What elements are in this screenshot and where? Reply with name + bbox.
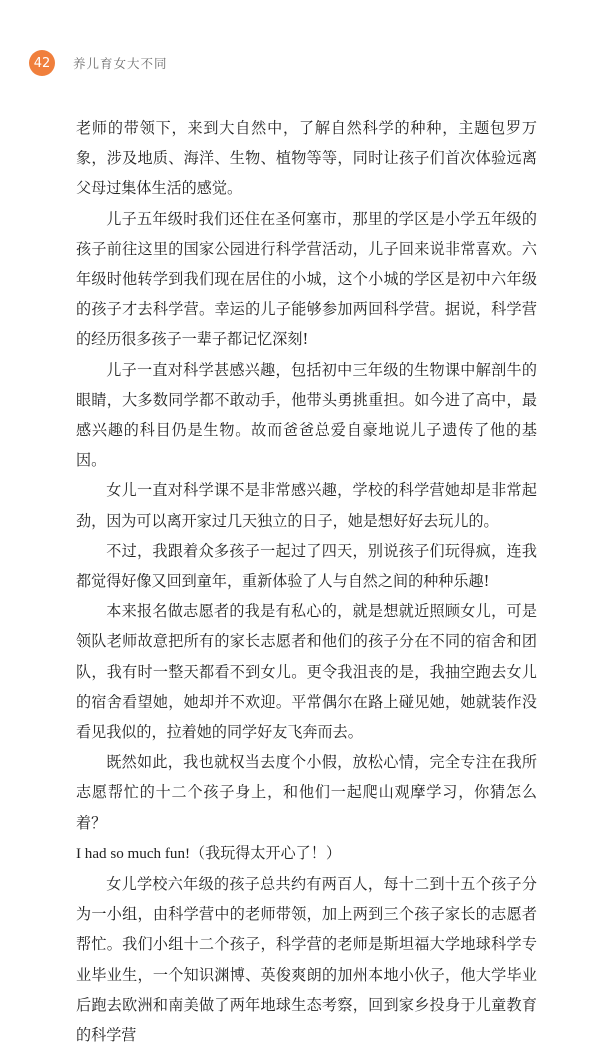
paragraph: 既然如此，我也就权当去度个小假，放松心情，完全专注在我所志愿帮忙的十二个孩子身上，和他们一起爬山观摩学习，你猜怎么着？ (76, 753, 537, 832)
page-header (29, 50, 168, 76)
paragraph: 老师的带领下，来到大自然中，了解自然科学的种种，主题包罗万象，涉及地质、海洋、生物、植物等等，同时让孩子们首次体验远离父母过集体生活的感觉。 (76, 119, 537, 198)
english-quote: I had so much fun! (76, 845, 191, 862)
book-title: 养儿育女大不同 (73, 56, 168, 71)
paragraph: 女儿一直对科学课不是非常感兴趣，学校的科学营她却是非常起劲，因为可以离开家过几天独立的日子，她是想好好去玩儿的。 (76, 481, 537, 530)
paragraph: 本来报名做志愿者的我是有私心的，就是想就近照顾女儿，可是领队老师故意把所有的家长志愿者和他们的孩子分在不同的宿舍和团队，我有时一整天都看不到女儿。更令我沮丧的是，我抽空跑去女儿的宿舍看望她，她却并不欢迎。平常偶尔在路上碰见她，她就装作没看见我似的，拉着她的同学好友飞奔而去。 (76, 602, 537, 742)
paragraph: 不过，我跟着众多孩子一起过了四天，别说孩子们玩得疯，连我都觉得好像又回到童年，重新体验了人与自然之间的种种乐趣! (76, 541, 537, 591)
paragraph: 儿子五年级时我们还住在圣何塞市，那里的学区是小学五年级的孩子前往这里的国家公园进行科学营活动，儿子回来说非常喜欢。六年级时他转学到我们现在居住的小城，这个小城的学区是初中六年级的孩子才去科学营。幸运的儿子能够参加两回科学营。据说，科学营的经历很多孩子一辈子都记忆深刻! (76, 209, 537, 349)
paragraph: 女儿学校六年级的孩子总共约有两百人，每十二到十五个孩子分为一小组，由科学营中的老师带领，加上两到三个孩子家长的志愿者帮忙。我们小组十二个孩子，科学营的老师是斯坦福大学地球科学专业毕业生，一个知识渊博、英俊爽朗的加州本地小伙子，他大学毕业后跑去欧洲和南美做了两年地球生态考察，回到家乡投身于儿童教育的科学营 (76, 875, 537, 1045)
page-number-badge: 42 (29, 50, 55, 76)
english-line (76, 838, 537, 869)
body-text (76, 113, 537, 1050)
english-translation: （我玩得太开心了！） (190, 843, 341, 862)
paragraph: 儿子一直对科学甚感兴趣，包括初中三年级的生物课中解剖牛的眼睛，大多数同学都不敢动手，他带头勇挑重担。如今进了高中，最感兴趣的科目仍是生物。故而爸爸总爱自豪地说儿子遗传了他的基因。 (76, 360, 537, 470)
